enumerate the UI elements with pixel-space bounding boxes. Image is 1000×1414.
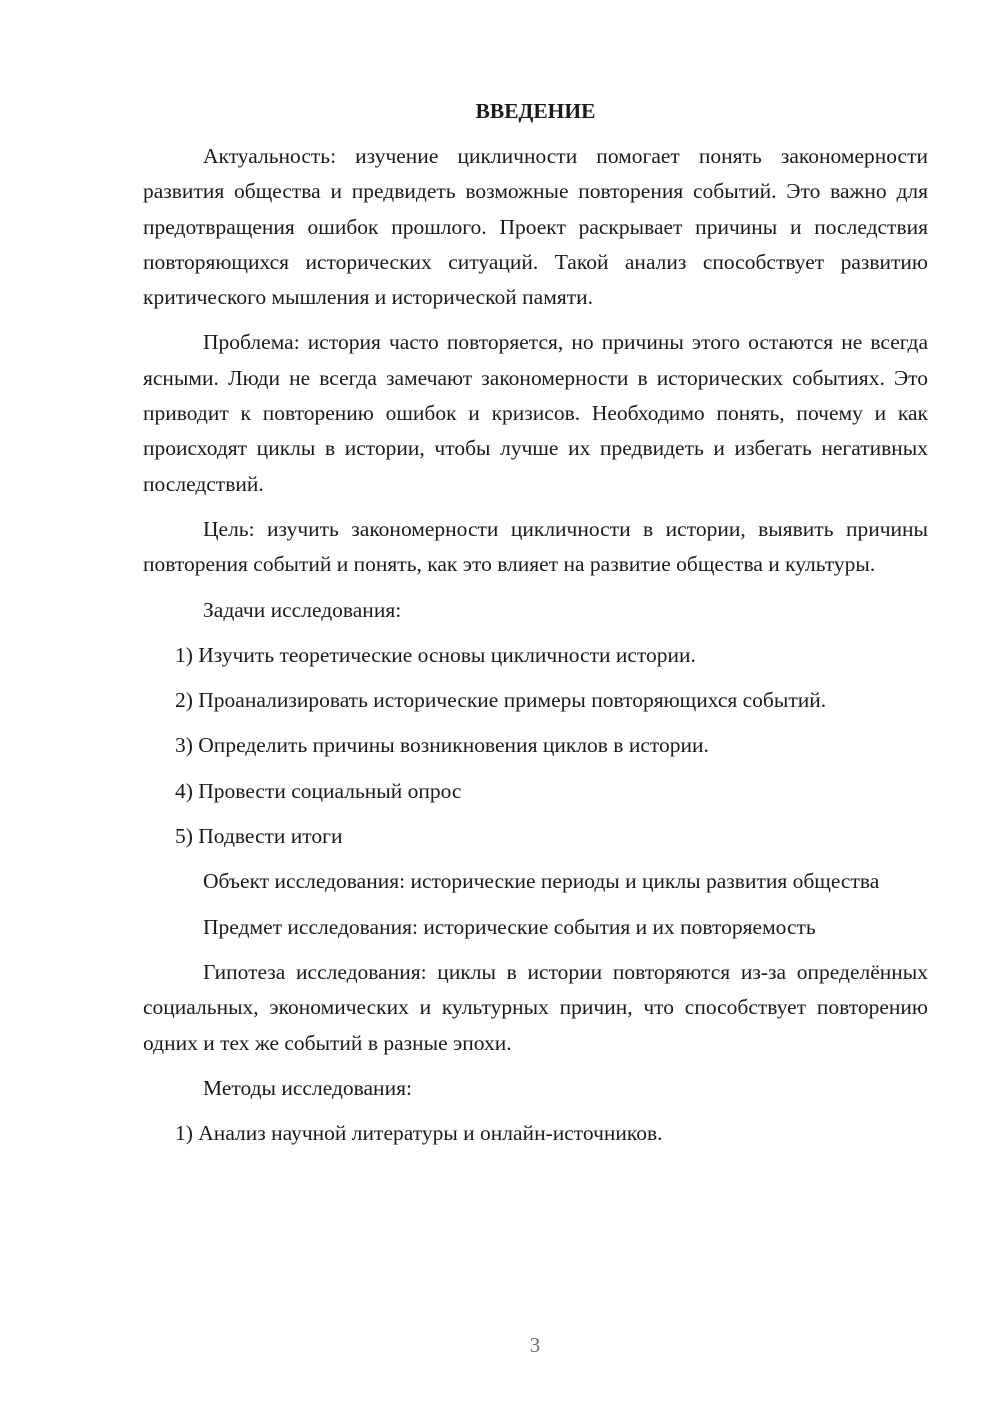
task-item: 1) Изучить теоретические основы цикличности истории. bbox=[175, 642, 696, 667]
hypothesis-paragraph: Гипотеза исследования: циклы в истории повторяются из-за определённых социальных, экономических и культурных причин, что способствует повторению одних и тех же событий в разные эпохи. bbox=[143, 959, 928, 1055]
problem-paragraph: Проблема: история часто повторяется, но причины этого остаются не всегда ясными. Люди не всегда замечают закономерности в исторических событиях. Это приводит к повторению ошибок и кризисов. Необходимо понять, почему и как происходят циклы в истории, чтобы лучше их предвидеть и избегать негативных последствий. bbox=[143, 330, 928, 496]
object-paragraph: Объект исследования: исторические периоды и циклы развития общества bbox=[203, 869, 880, 894]
method-item: 1) Анализ научной литературы и онлайн-источников. bbox=[175, 1121, 663, 1146]
document-page bbox=[143, 94, 928, 1151]
goal-paragraph: Цель: изучить закономерности цикличности в истории, выявить причины повторения событий и понять, как это влияет на развитие общества и культуры. bbox=[143, 516, 928, 577]
page-number: 3 bbox=[529, 1333, 541, 1357]
subject-paragraph: Предмет исследования: исторические события и их повторяемость bbox=[203, 914, 816, 939]
task-item: 5) Подвести итоги bbox=[175, 824, 343, 849]
task-item: 3) Определить причины возникновения циклов в истории. bbox=[175, 733, 709, 758]
section-title: ВВЕДЕНИЕ bbox=[475, 99, 596, 123]
task-item: 4) Провести социальный опрос bbox=[175, 778, 462, 803]
methods-heading: Методы исследования: bbox=[203, 1075, 412, 1100]
tasks-heading: Задачи исследования: bbox=[203, 597, 402, 622]
task-item: 2) Проанализировать исторические примеры повторяющихся событий. bbox=[175, 688, 827, 713]
relevance-paragraph: Актуальность: изучение цикличности помогает понять закономерности развития общества и предвидеть возможные повторения событий. Это важно для предотвращения ошибок прошлого. Проект раскрывает причины и последствия повторяющихся исторических ситуаций. Такой анализ способствует развитию критического мышления и исторической памяти. bbox=[143, 144, 928, 310]
